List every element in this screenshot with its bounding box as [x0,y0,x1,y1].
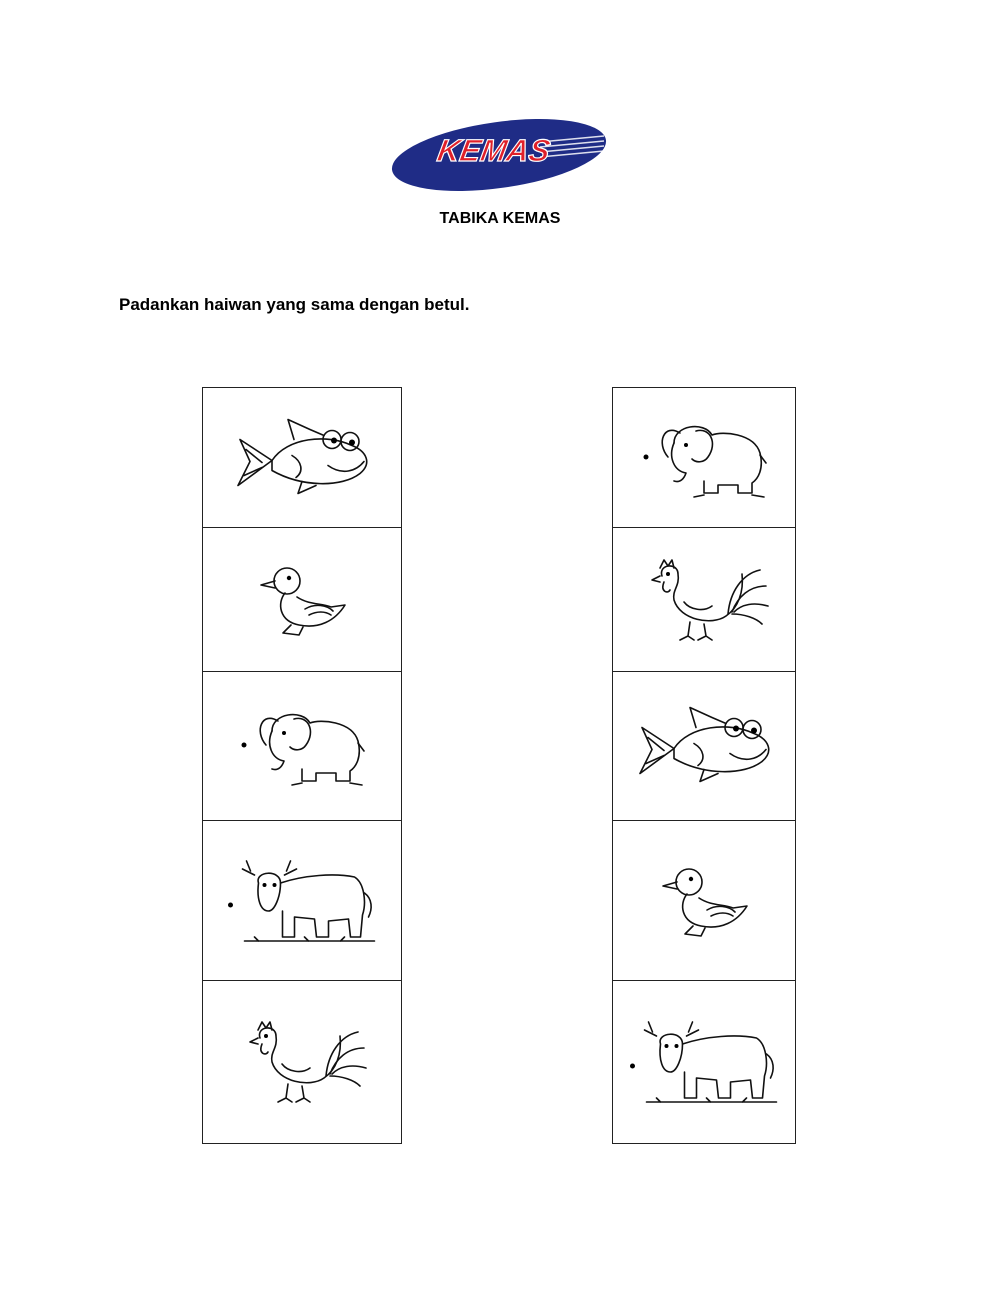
fish-icon [634,704,774,789]
left-cell-cow[interactable] [203,821,401,981]
left-cell-elephant[interactable] [203,672,401,821]
rooster-icon [232,1014,372,1110]
kemas-logo [390,116,608,194]
fish-icon [232,415,372,500]
cow-icon [627,1014,782,1110]
cow-icon [225,853,380,949]
right-animal-column [612,387,796,1144]
duck-icon [247,559,357,641]
left-cell-fish[interactable] [203,388,401,528]
right-cell-elephant[interactable] [613,388,795,528]
instruction-text: Padankan haiwan yang sama dengan betul. [119,295,470,314]
page-title: TABIKA KEMAS [439,210,561,227]
left-cell-duck[interactable] [203,528,401,672]
elephant-icon [634,413,774,503]
duck-icon [649,860,759,942]
rooster-icon [634,552,774,648]
svg-text:KEMAS: KEMAS [434,133,553,168]
right-cell-duck[interactable] [613,821,795,981]
right-cell-rooster[interactable] [613,528,795,672]
left-cell-rooster[interactable] [203,981,401,1143]
left-animal-column [202,387,402,1144]
right-cell-fish[interactable] [613,672,795,821]
right-cell-cow[interactable] [613,981,795,1143]
elephant-icon [232,701,372,791]
